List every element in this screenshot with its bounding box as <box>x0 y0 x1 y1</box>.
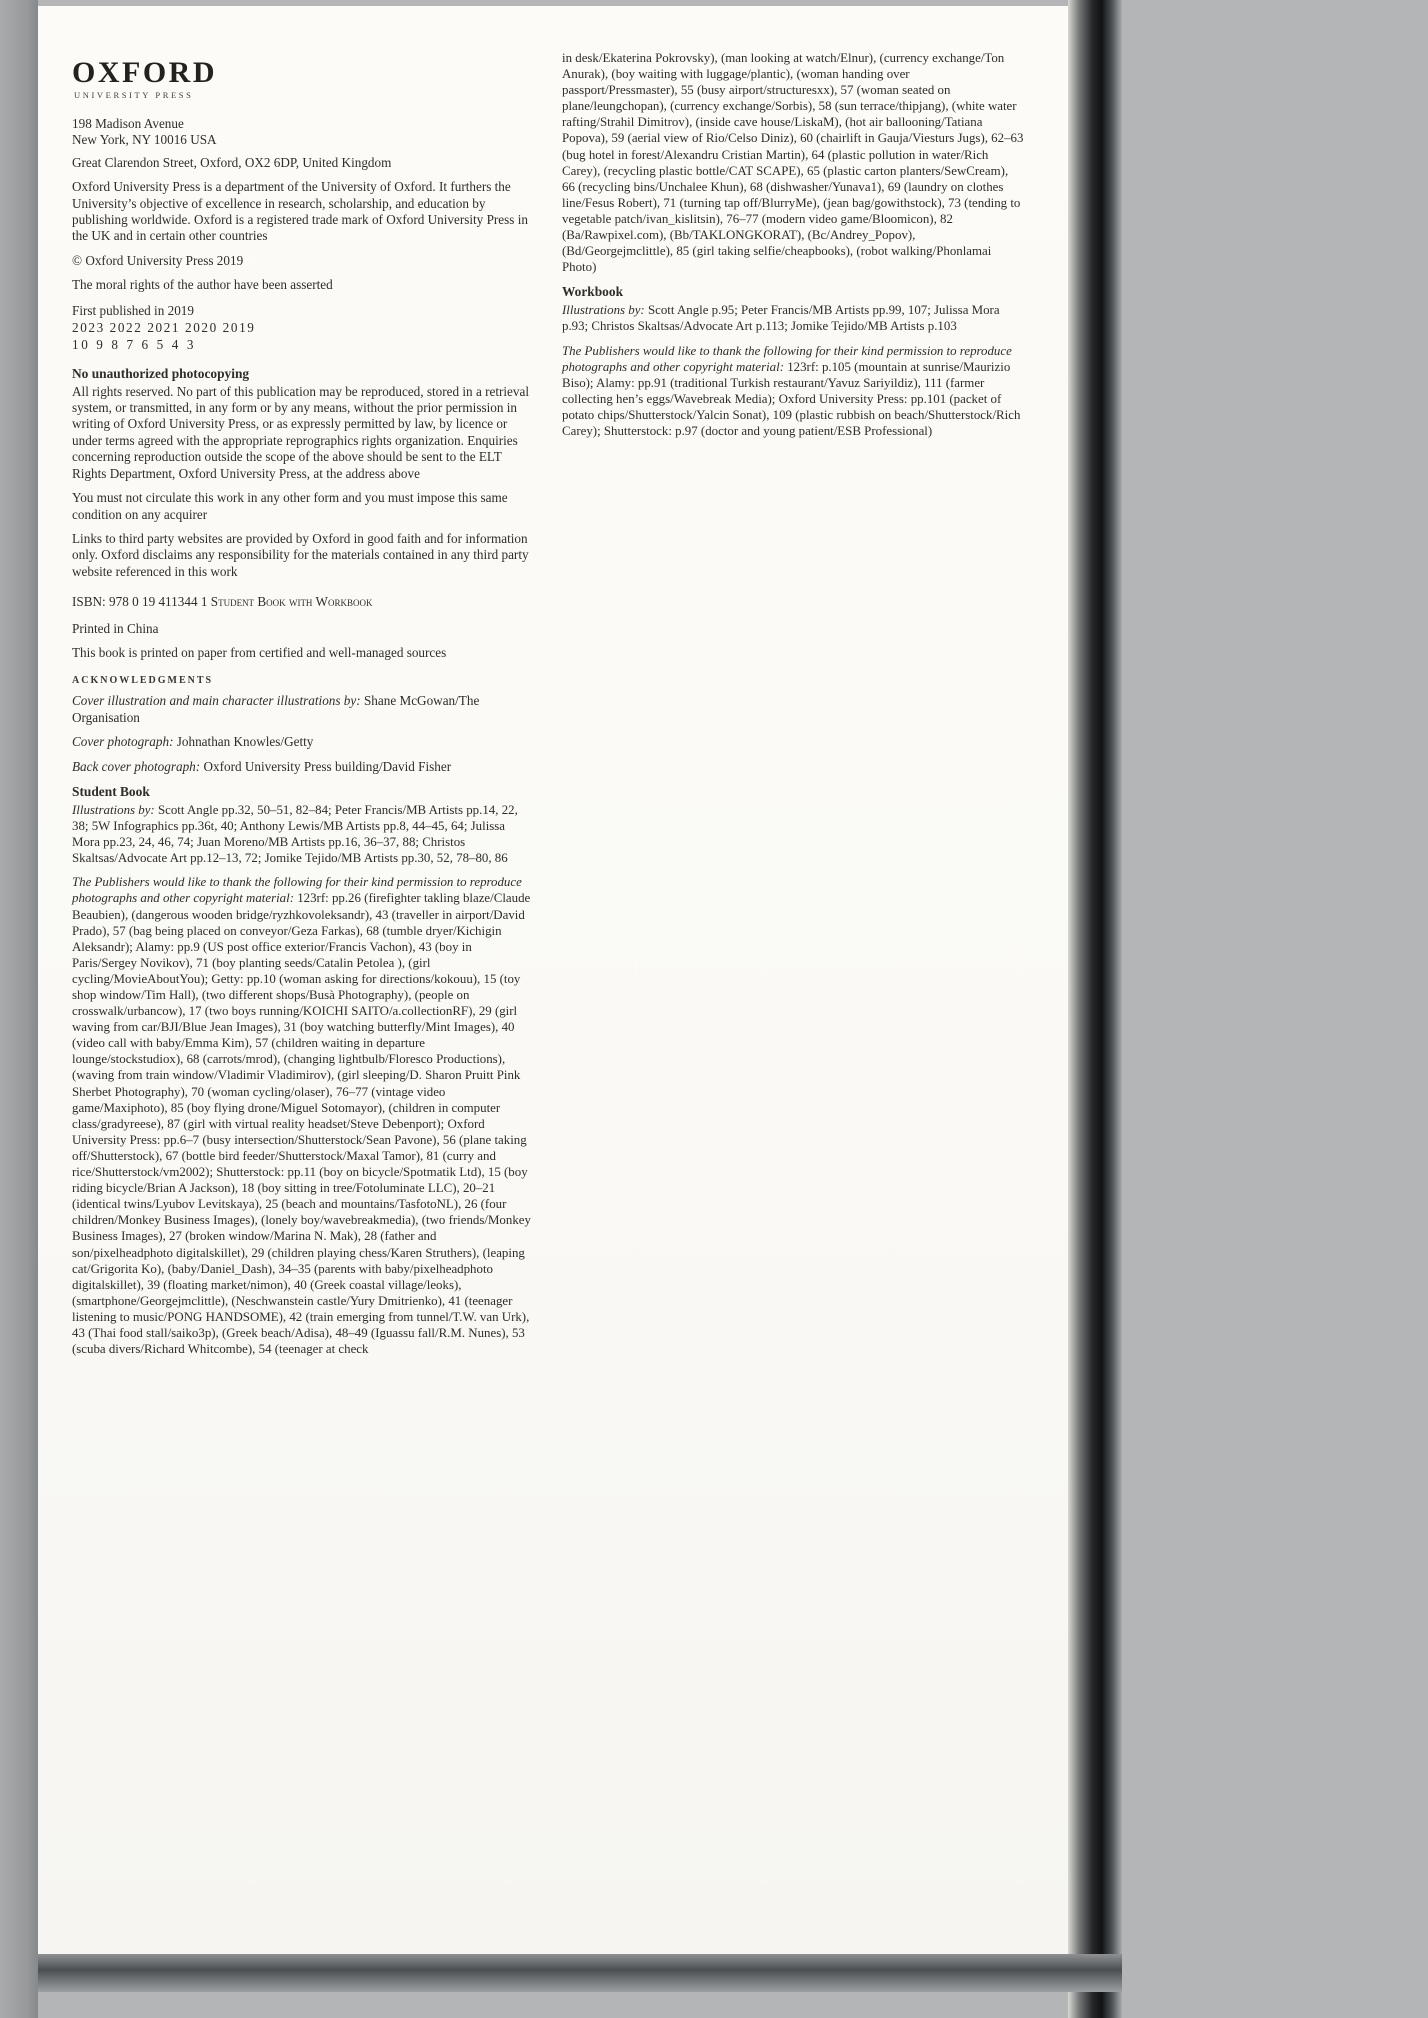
illustrations-by-label: Illustrations by: <box>72 802 155 817</box>
copyright-line: © Oxford University Press 2019 <box>72 252 244 268</box>
student-book-illustrations-credit <box>72 802 534 866</box>
paper-source-line: This book is printed on paper from certified and well-managed sources <box>72 644 447 660</box>
illustrations-by-label: Illustrations by: <box>562 303 645 318</box>
circulation-paragraph: You must not circulate this work in any other form and you must impose this same condition on any acquirer <box>72 490 508 522</box>
first-published-line: First published in 2019 <box>72 302 194 318</box>
workbook-heading: Workbook <box>562 284 624 300</box>
permissions-intro: The Publishers would like to thank the following for their kind permission to reproduce photographs and other copyright material: <box>562 343 1012 374</box>
oxford-wordmark: OXFORD <box>72 56 217 89</box>
isbn-edition: Student Book with Workbook <box>207 594 373 610</box>
permissions-intro: The Publishers would like to thank the following for their kind permission to reproduce photographs and other copyright material: <box>72 875 522 906</box>
cover-photograph-value: Johnathan Knowles/Getty <box>173 734 314 750</box>
isbn-number: ISBN: 978 0 19 411344 1 <box>72 594 208 610</box>
university-press-wordmark: UNIVERSITY PRESS <box>74 90 194 100</box>
address-uk: Great Clarendon Street, Oxford, OX2 6DP, United Kingdom <box>72 154 392 170</box>
scanner-margin-left <box>0 0 38 2018</box>
cover-photograph-credit <box>72 734 534 750</box>
photo-credits-body: 123rf: pp.26 (firefighter takling blaze/Claude Beaubien), (dangerous wooden bridge/ryzhkovoleksandr), 43 (traveller in airport/David Prado), 57 (bag being placed on conveyor/Geza Farkas), 68 (tumble dryer/Kichigin Aleksandr); Alamy: pp.9 (US post office exterior/Francis Vachon), 43 (boy in Paris/Sergey Novikov), 71 (boy planting seeds/Catalin Petolea ), (girl cycling/MovieAboutYou); Getty: pp.10 (woman asking for directions/kokouu), 15 (toy shop window/Tim Hall), (two different shops/Busà Photography), (people on crosswalk/urbancow), 17 (two boys running/KOICHI SAITO/a.collectionRF), 29 (girl waving from car/BJI/Blue Jean Images), 31 (boy watching butterfly/Mint Images), 40 (video call with baby/Emma Kim), 57 (children waiting in departure lounge/stockstudiox), 68 (carrots/mrod), (changing lightbulb/Floresco Productions), (waving from train window/Vladimir Vladimirov), (girl sleeping/D. Sharon Pruitt Pink Sherbet Photography), 70 (woman cycling/olaser), 76–77 (vintage video game/Maxiphoto), 85 (boy flying drone/Miguel Sotomayor), (children in computer class/gradyreese), 87 (girl with virtual reality headset/Steve Debenport); Oxford University Press: pp.6–7 (busy intersection/Shutterstock/Sean Pavone), 56 (plane taking off/Shutterstock), 67 (bottle bird feeder/Shutterstock/Maxal Tamor), 81 (curry and rice/Shutterstock/vm2002); Shutterstock: pp.11 (boy on bicycle/Spotmatik Ltd), 15 (boy riding bicycle/Brian A Jackson), 18 (boy sitting in tree/Fotoluminate LLC), 20–21 (identical twins/Lyubov Levitskaya), 25 (beach and mountains/TasfotoNL), 26 (four children/Monkey Business Images), (lonely boy/wavebreakmedia), (two friends/Monkey Business Images), 27 (broken window/Marina N. Mak), 28 (father and son/pixelheadphoto digitalskillet), 29 (children playing chess/Karen Struthers), (leaping cat/Grigorita Ko), (baby/Daniel_Dash), 34–35 (parents with baby/pixelheadphoto digitalskillet), 39 (floating market/nimon), 40 (Greek coastal village/leoks), (smartphone/Georgejmclittle), (Neschwanstein castle/Yury Dmitrienko), 41 (teenager listening to music/PONG HANDSOME), 42 (train emerging from tunnel/T.W. van Urk), 43 (Thai food stall/saiko3p), (Greek beach/Adisa), 48–49 (Iguassu fall/R.M. Nunes), 53 (scuba divers/Richard Whitcombe), 54 (teenager at check <box>72 891 531 1357</box>
address-us <box>72 116 534 149</box>
no-photocopying-heading: No unauthorized photocopying <box>72 365 250 381</box>
workbook-photo-credits <box>562 343 1024 440</box>
third-party-links-paragraph: Links to third party websites are provided by Oxford in good faith and for information only. Oxford disclaims any responsibility for the materials contained in any third party website referenced in this work <box>72 530 529 579</box>
cover-illustration-value: Shane McGowan/The Organisation <box>72 693 480 725</box>
left-column <box>72 58 534 1365</box>
cover-illustration-credit <box>72 693 534 726</box>
page-edge-shadow-bottom <box>38 1954 1122 1992</box>
cover-photograph-label: Cover photograph: <box>72 734 174 750</box>
book-imprint-page <box>38 6 1068 1954</box>
back-cover-photograph-value: Oxford University Press building/David Fisher <box>200 758 452 774</box>
address-line: New York, NY 10016 USA <box>72 132 217 148</box>
back-cover-photograph-credit <box>72 759 534 775</box>
oxford-university-press-logo <box>72 58 534 100</box>
cover-illustration-label: Cover illustration and main character illustrations by: <box>72 693 361 709</box>
about-press-paragraph: Oxford University Press is a department of the University of Oxford. It furthers the University’s objective of excellence in research, scholarship, and education by publishing worldwide. Oxford is a registered trade mark of Oxford University Press in the UK and in certain other countries <box>72 179 528 244</box>
address-line: 198 Madison Avenue <box>72 116 184 131</box>
impression-years: 2023 2022 2021 2020 2019 <box>72 319 256 335</box>
isbn-line <box>72 594 534 610</box>
moral-rights-line: The moral rights of the author have been asserted <box>72 277 333 293</box>
rights-paragraph: All rights reserved. No part of this publication may be reproduced, stored in a retrieval system, or transmitted, in any form or by any means, without the prior permission in writing of Oxford University Press, or as expressly permitted by law, by licence or under terms agreed with the appropriate reprographics rights organization. Enquiries concerning reproduction outside the scope of the above should be sent to the ELT Rights Department, Oxford University Press, at the address above <box>72 383 530 481</box>
student-book-photo-credits-continued: in desk/Ekaterina Pokrovsky), (man looking at watch/Elnur), (currency exchange/Ton Anurak), (boy waiting with luggage/plantic), (woman handing over passport/Pressmaster), 55 (busy airport/structuresxx), 57 (woman seated on plane/leungchopan), (currency exchange/Sorbis), 58 (sun terrace/thipjang), (white water rafting/Strahil Dimitrov), (inside cave house/LiskaM), (hot air ballooning/Tatiana Popova), 59 (aerial view of Rio/Celso Diniz), 60 (chairlift in Gauja/Viesturs Jugs), 62–63 (bug hotel in forest/Alexandru Cristian Martin), 64 (plastic pollution in water/Rich Carey), (recycling plastic bottle/CAT SCAPE), 65 (plastic carton planters/SewCream), 66 (recycling bins/Unchalee Khun), 68 (dishwasher/Yunava1), 69 (laundry on clothes line/Fesus Robert), 71 (turning tap off/BlurryMe), (jean bag/gowithstock), 73 (tending to vegetable patch/ivan_kislitsin), 76–77 (modern video game/Bloomicon), 82 (Ba/Rawpixel.com), (Bb/TAKLONGKORAT), (Bc/Andrey_Popov), (Bd/Georgejmclittle), 85 (girl taking selfie/cheapbooks), (robot walking/Phonlamai Photo) <box>562 51 1024 275</box>
photo-credits-body: 123rf: p.105 (mountain at sunrise/Maurizio Biso); Alamy: pp.91 (traditional Turkish restaurant/Yavuz Sariyildiz), 111 (farmer collecting hen’s eggs/Wavebreak Media); Oxford University Press: pp.101 (packet of potato chips/Shutterstock/Yalcin Sonat), 109 (plastic rubbish on beach/Shutterstock/Rich Carey); Shutterstock: p.97 (doctor and young patient/ESB Professional) <box>562 359 1021 438</box>
publication-history <box>72 302 534 353</box>
page-edge-shadow-right <box>1068 0 1122 2018</box>
illustrations-by-value: Scott Angle p.95; Peter Francis/MB Artists pp.99, 107; Julissa Mora p.93; Christos Skaltsas/Advocate Art p.113; Jomike Tejido/MB Artists p.103 <box>562 303 1000 334</box>
student-book-heading: Student Book <box>72 783 150 799</box>
right-column <box>562 50 1024 447</box>
student-book-photo-credits <box>72 874 534 1357</box>
impression-numbers: 10 9 8 7 6 5 4 3 <box>72 336 197 352</box>
back-cover-photograph-label: Back cover photograph: <box>72 758 201 774</box>
printed-in-china-line: Printed in China <box>72 620 159 636</box>
illustrations-by-value: Scott Angle pp.32, 50–51, 82–84; Peter Francis/MB Artists pp.14, 22, 38; 5W Infographics pp.36t, 40; Anthony Lewis/MB Artists pp.8, 44–45, 64; Julissa Mora pp.23, 24, 46, 74; Juan Moreno/MB Artists pp.16, 36–37, 88; Christos Skaltsas/Advocate Art pp.12–13, 72; Jomike Tejido/MB Artists pp.30, 52, 78–80, 86 <box>72 802 518 866</box>
acknowledgments-heading: ACKNOWLEDGMENTS <box>72 675 214 687</box>
workbook-illustrations-credit <box>562 302 1024 334</box>
